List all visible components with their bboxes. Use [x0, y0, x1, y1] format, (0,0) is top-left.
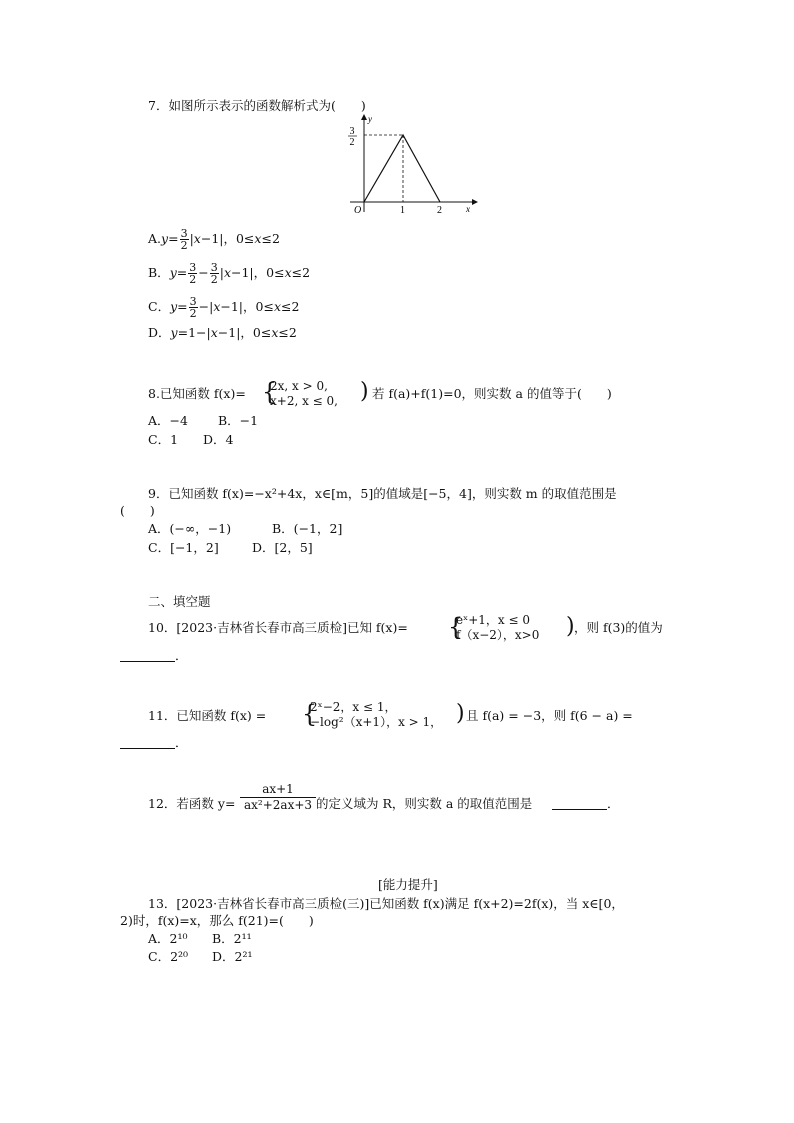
- q11-suffix: 且 f(a) = −3，则 f(6 − a) =: [466, 708, 633, 723]
- q13-option-a: A．2¹⁰: [148, 931, 188, 946]
- section-ability-heading: [能力提升]: [378, 877, 438, 892]
- q10-case1: eˣ+1，x ≤ 0: [456, 613, 530, 627]
- q12-prefix: 12．若函数 y=: [148, 796, 236, 811]
- q8-option-c: C．1: [148, 432, 179, 447]
- q7-option-c: C．y= $\frac{3}{2}$ −|x−1|，0≤x≤2: [148, 295, 300, 320]
- y-axis-label: y: [368, 114, 372, 124]
- q8-suffix: 若 f(a)+f(1)=0，则实数 a 的值等于( ): [372, 386, 612, 401]
- q9-line1: 9．已知函数 f(x)=−x²+4x，x∈[m，5]的值域是[−5，4]，则实数 m 的取值范围是: [148, 486, 617, 501]
- q8-option-a: A．−4: [148, 413, 188, 428]
- q8-option-b: B．−1: [218, 413, 259, 428]
- q8-option-d: D．4: [203, 432, 234, 447]
- x-tick-2: 2: [437, 205, 442, 216]
- q12-denominator: ax²+2ax+3: [244, 798, 313, 812]
- origin-label: O: [354, 205, 362, 216]
- q8-case2: x+2, x ≤ 0,: [270, 394, 338, 408]
- q7-stem: 7．如图所示表示的函数解析式为( ): [148, 98, 366, 113]
- q7-option-b: B．y= $\frac{3}{2}$ − $\frac{3}{2}$ |x−1|，0≤x≤2: [148, 261, 311, 286]
- q13-option-d: D．2²¹: [212, 949, 253, 964]
- x-axis-label: x: [466, 204, 470, 214]
- q11-case1: 2ˣ−2，x ≤ 1，: [310, 700, 397, 714]
- q12-fraction: [240, 782, 316, 813]
- q7-option-d: D．y=1−|x−1|，0≤x≤2: [148, 325, 297, 340]
- y-tick-num: 3: [349, 126, 355, 137]
- q8-prefix: 8.已知函数 f(x)=: [148, 386, 246, 401]
- q9-option-d: D．[2，5]: [252, 540, 313, 555]
- section-fill-heading: 二、填空题: [148, 594, 211, 609]
- q10-answer-blank: ．: [120, 648, 188, 664]
- q10-prefix: 10．[2023·吉林省长春市高三质检]已知 f(x)=: [148, 620, 408, 635]
- q9-option-b: B．(−1，2]: [272, 521, 343, 536]
- q11-prefix: 11．已知函数 f(x) =: [148, 708, 267, 723]
- q13-option-c: C．2²⁰: [148, 949, 189, 964]
- q9-option-c: C．[−1，2]: [148, 540, 219, 555]
- q8-case1: 2x, x > 0,: [270, 379, 328, 393]
- x-tick-1: 1: [400, 205, 405, 216]
- q13-line2: 2)时，f(x)=x，那么 f(21)=( ): [120, 913, 314, 928]
- q12-suffix: 的定义域为 R，则实数 a 的取值范围是: [316, 796, 533, 811]
- q8-brace: {: [262, 378, 278, 406]
- q11-case2: −log²（x+1），x > 1，: [310, 715, 443, 729]
- function-graph-line: [364, 135, 440, 202]
- x-axis-arrow-icon: [472, 199, 478, 205]
- q10-suffix: ，则 f(3)的值为: [574, 620, 663, 635]
- y-tick-den: 2: [349, 137, 355, 148]
- q7-option-a: A.y= $\frac{3}{2}$ |x−1|，0≤x≤2: [148, 227, 280, 252]
- q11-answer-blank: ．: [120, 735, 188, 751]
- q9-line2: ( ): [120, 503, 155, 518]
- q12-numerator: ax+1: [240, 782, 316, 798]
- q7-graph: [340, 112, 480, 217]
- q13-option-b: B．2¹¹: [212, 931, 252, 946]
- q9-option-a: A．(−∞，−1): [148, 521, 232, 536]
- q13-line1: 13．[2023·吉林省长春市高三质检(三)]已知函数 f(x)满足 f(x+2)=2f(x)，当 x∈[0，: [148, 896, 624, 911]
- y-axis-arrow-icon: [361, 114, 367, 120]
- q12-answer-blank: ．: [552, 796, 620, 812]
- q10-case2: f（x−2），x>0: [456, 628, 540, 642]
